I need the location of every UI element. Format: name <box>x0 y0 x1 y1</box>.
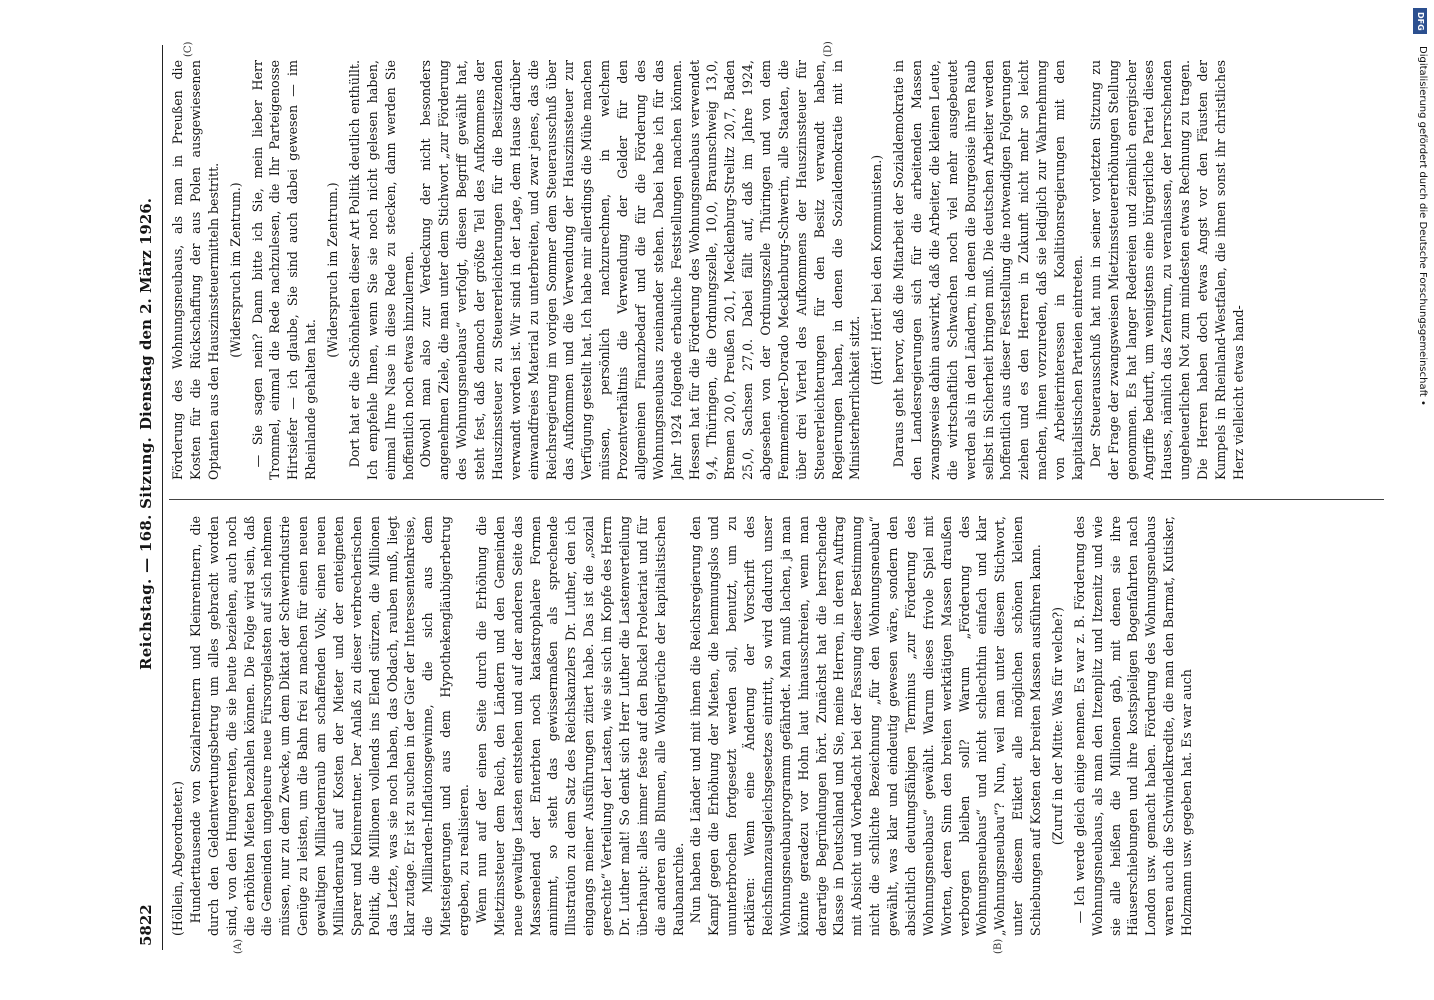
paragraph: — Sie sagen nein? Dann bitte ich Sie, mein lieber Herr Trommel, einmal die Rede nachzulesen, die Ihr Parteigenosse Hirtsiefer — ich glaube, Sie sind auch dabei gewesen — im Rheinlande gehalten hat. <box>249 60 319 480</box>
margin-mark-a: (A) <box>233 938 244 954</box>
header-date: Dienstag den 2. März 1926. <box>137 198 155 430</box>
paragraph: Hunderttausende von Sozialrentnern und Kleinrentnern, die durch den Geldentwertungsbetrug um alles gebracht worden sind, von den Hungerrenten, die sie heute beziehen, auch noch die erhöhten Mieten bezahlen können. Die Folge wird sein, daß die Gemeinden ungeheure neue Fürsorgelasten auf sich nehmen müssen, nur zu dem Zwecke, um dem Diktat der Schwerindustrie Genüge zu leisten, um die Bahn frei zu machen für einen neuen gewaltigen Milliardenraub am schaffenden Volk; einen neuen Milliardenraub auf Kosten der Mieter und der enteigneten Sparer und Kleinrentner. Der Anlaß zu dieser verbrecherischen Politik, die Millionen vollends ins Elend stürzen, die Millionen das Letzte, was sie noch haben, das Obdach, rauben muß, liegt klar zutage. Er ist zu suchen in der Gier der Interessentenkreise, die Milliarden-Inflationsgewinne, die sich aus dem Mietsteigerungen und aus dem Hypothekengläubigerbetrug ergeben, zu realisieren. <box>187 516 471 936</box>
interjection: (Widerspruch im Zentrum.) <box>325 182 340 358</box>
margin-mark-b: (B) <box>993 938 1004 954</box>
document-page <box>133 41 1393 954</box>
paragraph: Daraus geht hervor, daß die Mitarbeit der Sozialdemokratie in den Landesregierungen sich für die arbeitenden Massen zwangsweise dahin auswirkt, daß die Arbeiter, die kleinen Leute, die wirtschaftlich Schwachen noch viel mehr ausgebeutet werden als in den Ländern, in denen die Bourgeoisie ihren Raub selbst in Sicherheit bringen muß. Die deutschen Arbeiter werden hoffentlich aus dieser Feststellung die notwendigen Folgerungen ziehen und es den Herren in Zukunft nicht mehr so leicht machen, ihnen vorzureden, daß sie lediglich zur Wahrnehmung von Arbeiterinteressen in Koalitionsregierungen mit den kapitalistischen Parteien eintreten. <box>891 60 1085 480</box>
margin-mark-c: (C) <box>183 41 194 57</box>
text-column-left <box>169 516 1384 936</box>
page-header <box>133 45 161 950</box>
interjection: (Zuruf in der Mitte: Was für welche?) <box>1049 606 1065 846</box>
page-number: 5822 <box>137 904 155 946</box>
paragraph: Obwohl man also zur Verdeckung der nicht besonders angenehmen Ziele, die man unter dem Stichwort „zur Förderung des Wohnungsneubaus“ verfolgt, diesen Begriff gewählt hat, steht fest, daß dennoch der größte Teil des Aufkommens der Hauszinssteuer zu Steuererleichterungen für die Besitzenden verwandt worden ist. Wir sind in der Lage, dem Hause darüber einwandfreies Material zu unterbreiten, und zwar jenes, das die Reichsregierung im vorigen Sommer dem Steuerausschuß über das Aufkommen und die Verwendung der Hauszinssteuer zur Verfügung gestellt hat. Ich habe mir allerdings die Mühe machen müssen, persönlich nachzurechnen, in welchem Prozentverhältnis die Verwendung der Gelder für den allgemeinen Finanzbedarf und die für die Förderung des Wohnungsneubaus zueinander stehen. Dabei habe ich für das Jahr 1924 folgende erbauliche Feststellungen machen können. Hessen hat für die Förderung des Wohnungsneubaus verwendet 9,4, Thüringen, die Ordnungszelle, 10,0, Braunschweig 13,0, Bremen 20,0, Preußen 20,1, Mecklenburg-Strelitz 20,7, Baden 25,0, Sachsen 27,0. Dabei fällt auf, daß im Jahre 1924, abgesehen von der Ordnungszelle Thüringen und von dem Femmemörder-Dorado Mecklenburg-Schwerin, alle Staaten, die über drei Viertel des Aufkommens der Hauszinssteuer für Steuererleichterungen für den Besitz verwandt haben, Regierungen haben, in denen die Sozialdemokratie mit in Ministerherrlichkeit sitzt. <box>418 60 863 480</box>
dfg-logo: DFG <box>1413 8 1427 34</box>
header-title: Reichstag. — 168. Sitzung. <box>137 436 155 670</box>
paragraph: Nun haben die Länder und mit ihnen die Reichsregierung den Kampf gegen die Erhöhung der Mieten, die hemmungslos und ununterbrochen fortgesetzt werden soll, benutzt, um zu erklären: Wenn eine Änderung der Vorschrift des Reichsfinanzausgleichsgesetzes eintritt, so wird dadurch unser Wohnungsneubauprogramm gefährdet. Man muß lachen, ja man könnte geradezu vor Hohn laut hinausschreien, wenn man derartige Begründungen hört. Zunächst hat die herrschende Klasse in Deutschland und Sie, meine Herren, in deren Auftrag mit Absicht und Vorbedacht bei der Fassung dieser Bestimmung nicht die schlichte Bezeichnung „für den Wohnungsneubau“ gewählt, was klar und eindeutig gewesen wäre, sondern den absichtlich deutungsfähigen Terminus „zur Förderung des Wohnungsneubaus“ gewählt. Warum dieses frivole Spiel mit Worten, deren Sinn den breiten werktätigen Massen draußen verborgen bleiben soll? Warum „Förderung des Wohnungsneubaus“ und nicht schlechthin einfach und klar „Wohnungsneubau“? Nun, weil man unter diesem Stichwort, unter diesem Etikett alle möglichen schönen kleinen Schiebungen auf Kosten der breiten Massen ausführen kann. <box>688 516 1043 936</box>
paragraph: Förderung des Wohnungsneubaus, als man in Preußen die Kosten für die Rückschaffung der aus Polen ausgewiesenen Optanten aus den Hauszinssteuermitteln bestritt. <box>170 60 221 480</box>
credit-text: Digitalisierung gefördert durch die Deutsche Forschungsgemeinschaft • <box>1417 46 1428 406</box>
margin-mark-d: (D) <box>823 41 834 57</box>
paragraph: Wenn nun auf der einen Seite durch die Erhöhung die Mietzinssteuer dem Reich, den Ländern und den Gemeinden neue gewaltige Lasten entstehen und auf der anderen Seite das Massenelend der Enterbten noch katastrophalere Formen annimmt, so steht das gewissermaßen als sprechende Illustration zu dem Satz des Reichskanzlers Dr. Luther, den ich eingangs meiner Ausführungen zitiert habe. Das ist die „sozial gerechte“ Verteilung der Lasten, wie sie sich im Kopfe des Herrn Dr. Luther malt! So denkt sich Herr Luther die Lastenverteilung überhaupt: alles immer feste auf den Buckel Proletariat und für die anderen alle Blumen, alle Wohlgerüche der kapitalistischen Raubanarchie. <box>473 516 686 936</box>
column-divider <box>169 499 1384 500</box>
header-rule <box>162 45 163 950</box>
interjection: (Widerspruch im Zentrum.) <box>227 182 243 358</box>
text-column-right <box>169 60 1384 480</box>
digitization-credit <box>1410 6 1432 996</box>
speaker-line: (Höllein, Abgeordneter.) <box>170 780 185 936</box>
paragraph: — Ich werde gleich einige nennen. Es war z. B. Förderung des Wohnungsneubaus, als man den Itzenplitz und Itzenitz und wie sie alle heißen die Millionen gab, mit denen sie ihre Häuserschiebungen und ihre kostspieligen Bogenfahrten nach London usw. gemacht haben. Förderung des Wohnungsneubaus waren auch die Schwindelkredite, die man den Barmat, Kutisker, Holzmann usw. gegeben hat. Es war auch <box>1071 516 1194 936</box>
paragraph: Der Steuerausschuß hat nun in seiner vorletzten Sitzung zu der Frage der zwangsweisen Mietzinssteuererhöhungen Stellung genommen. Es hat langer Redereien und ziemlich energischer Angriffe bedurft, um wenigstens eine bürgerliche Partei dieses Hauses, nämlich das Zentrum, zu veranlassen, der herrschenden ungeheuerlichen Not zum mindesten etwas Rechnung zu tragen. Die Herren haben doch etwas Angst vor den Fäusten der Kumpels in Rheinland-Westfalen, die ihnen sonst ihr christliches Herz vielleicht etwas hand- <box>1087 60 1246 480</box>
interjection: (Hört! Hört! bei den Kommunisten.) <box>869 154 885 386</box>
paragraph: Dort hat er die Schönheiten dieser Art Politik deutlich enthüllt. Ich empfehle Ihnen, wenn Sie sie noch nicht gelesen haben, einmal Ihre Nase in diese Rede zu stecken, dann werden Sie hoffentlich noch etwas hinzulernen. <box>346 60 416 480</box>
